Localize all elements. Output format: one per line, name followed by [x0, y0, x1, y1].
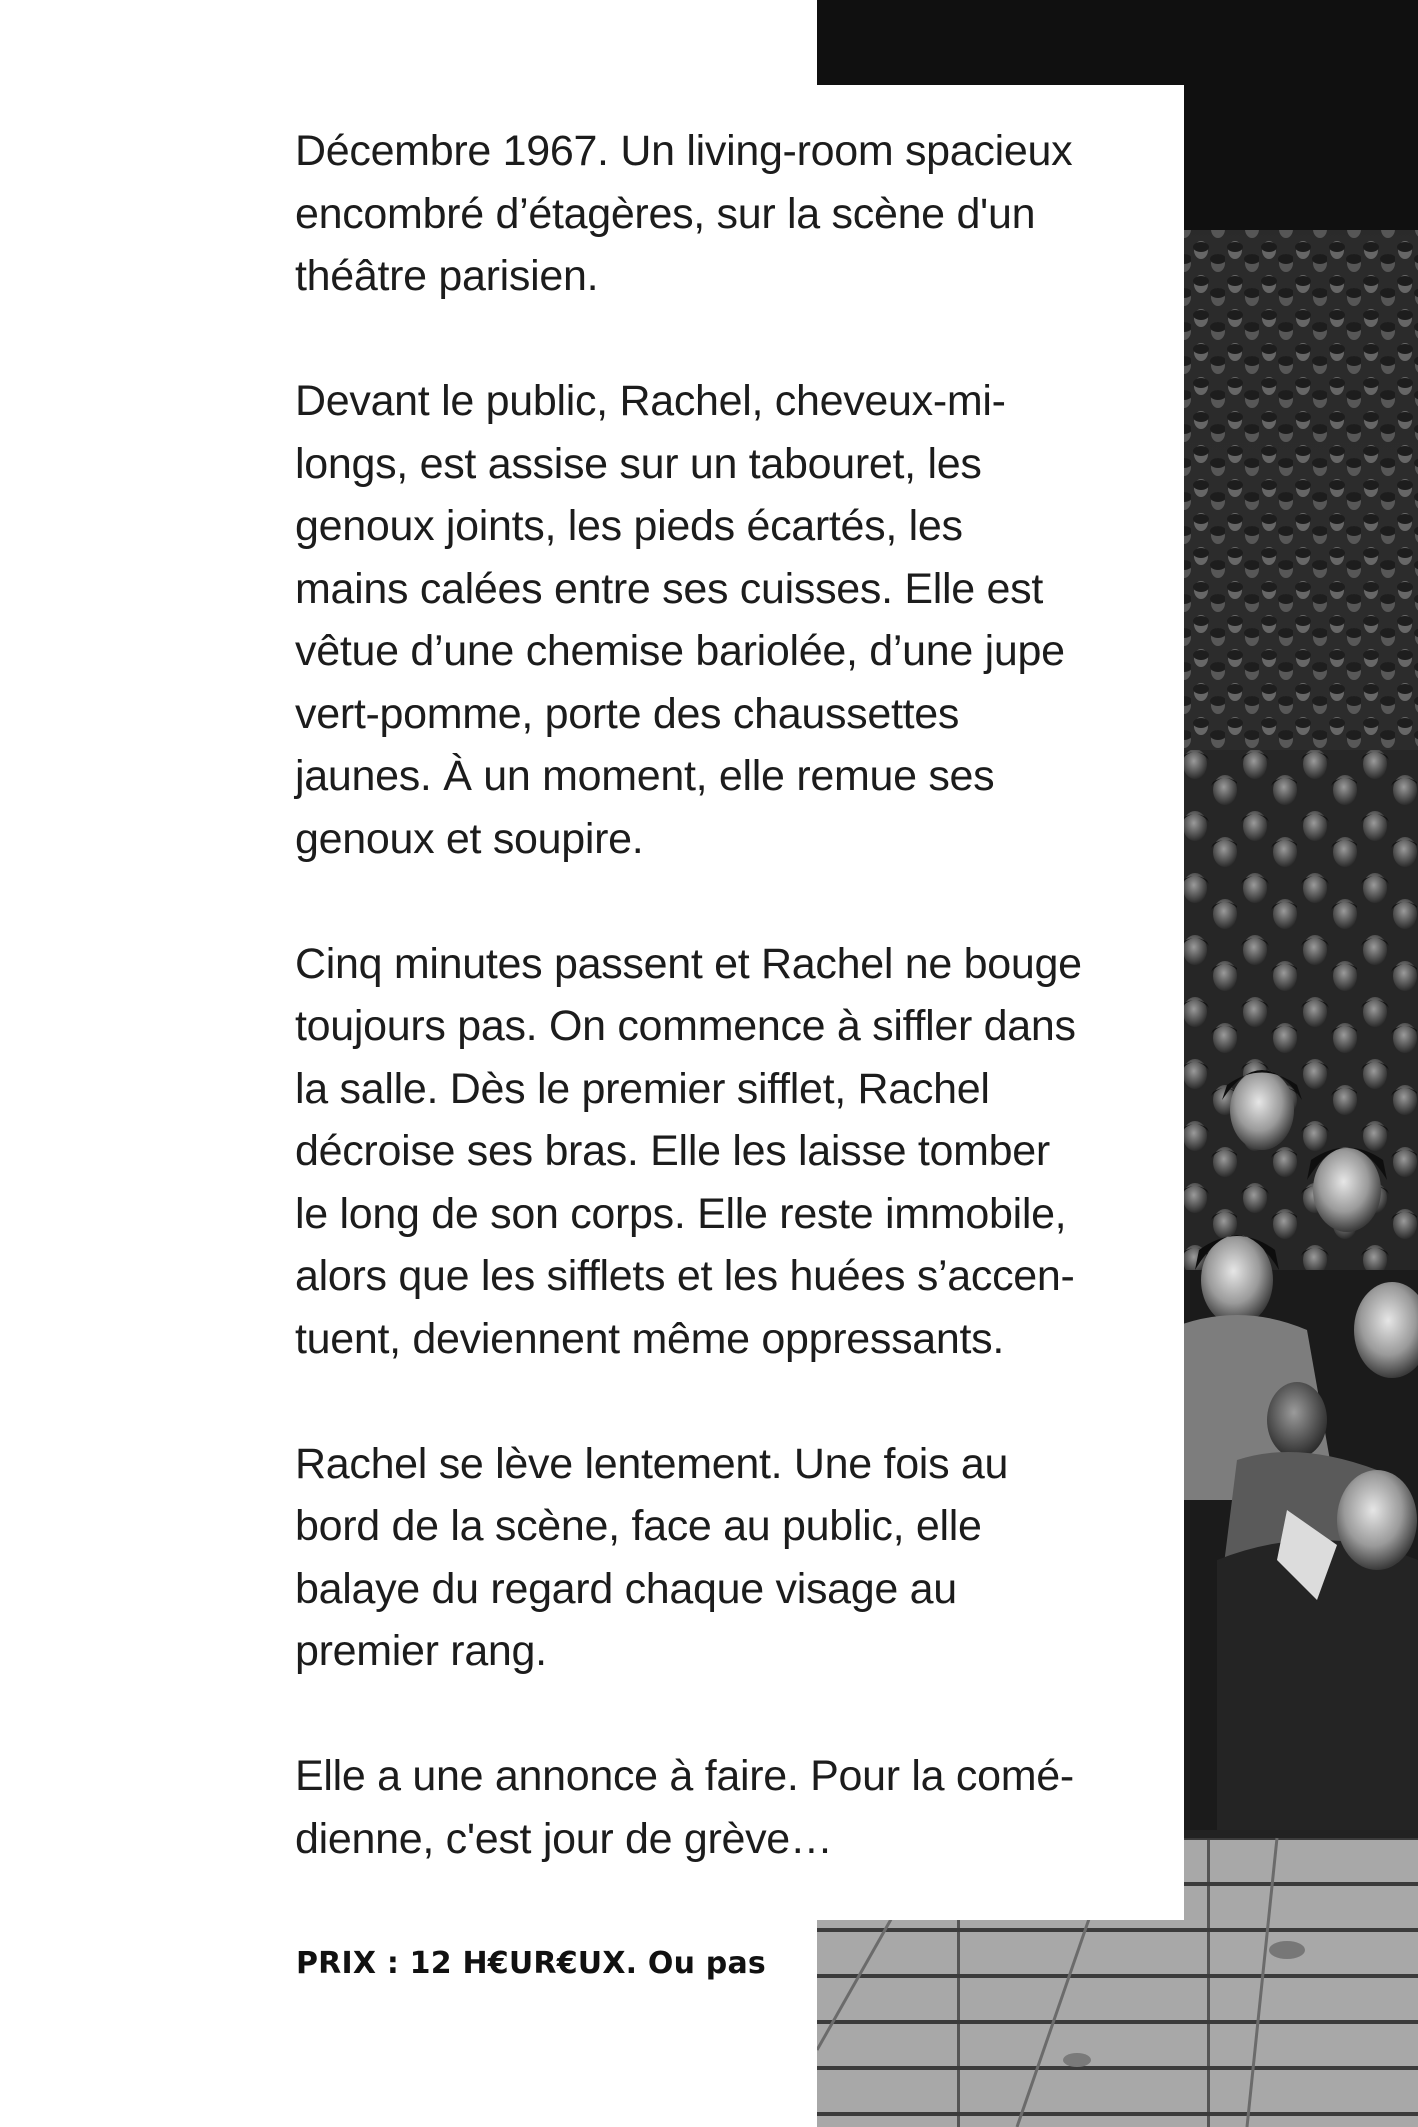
synopsis-paragraph: Devant le public, Rachel, cheveux-mi- longs, est assise sur un tabouret, les genoux joints, les pieds écartés, les mains calées entre ses cuisses. Elle est vêtue d’une chemise bariolée, d’une jupe vert-pomme, porte des chaussettes jaunes. À un moment, elle remue ses genoux et soupire.	[295, 377, 1065, 863]
price-label: PRIX : 12 H€UR€UX. Ou pas	[296, 1946, 766, 1981]
synopsis-paragraph: Rachel se lève lentement. Une fois au bord de la scène, face au public, elle balaye du regard chaque visage au premier rang.	[295, 1439, 1009, 1675]
synopsis-paragraph: Décembre 1967. Un living-room spacieux encombré d’étagères, sur la scène d'un théâtre parisien.	[295, 127, 1073, 300]
synopsis-text	[295, 120, 1145, 1933]
synopsis-paragraph: Cinq minutes passent et Rachel ne bouge toujours pas. On commence à siffler dans la salle. Dès le premier sifflet, Rachel décroise ses bras. Elle les laisse tomber le long de son corps. Elle reste immobile, alors que les sifflets et les huées s’accen- tuent, deviennent même oppressants.	[295, 939, 1082, 1363]
synopsis-paragraph: Elle a une annonce à faire. Pour la comé- dienne, c'est jour de grève…	[295, 1752, 1074, 1863]
